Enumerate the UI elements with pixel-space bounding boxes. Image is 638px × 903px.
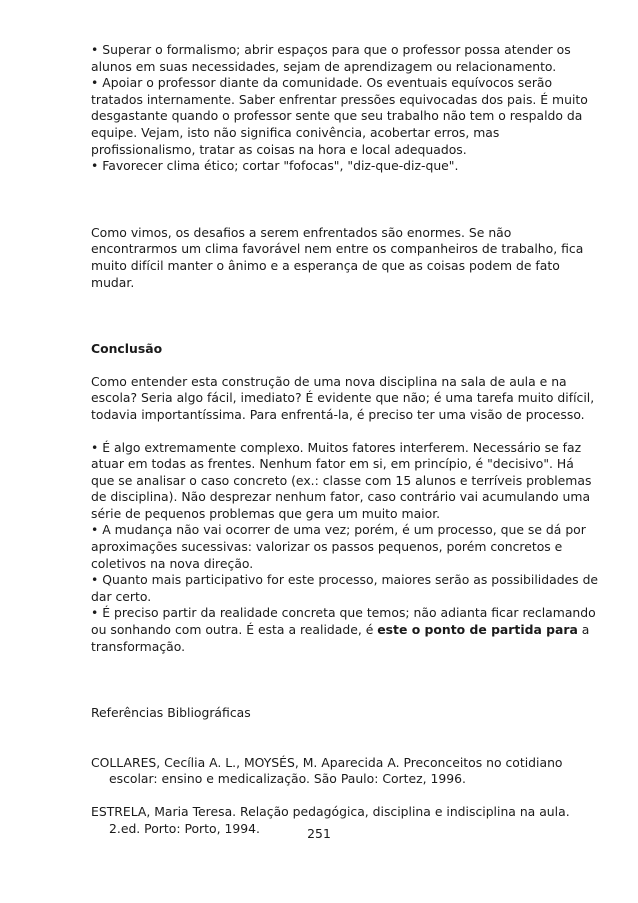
bullet-mudanca: • A mudança não vai ocorrer de uma vez; porém, é um processo, que se dá por aproximações sucessivas: valorizar os passos pequenos, porém concretos e coletivos na nova direção. xyxy=(91,522,586,571)
bullet-participativo: • Quanto mais participativo for este processo, maiores serão as possibilidades de dar certo. xyxy=(91,572,599,604)
reference-collares: COLLARES, Cecília A. L., MOYSÉS, M. Aparecida A. Preconceitos no cotidiano escolar: ensino e medicalização. São Paulo: Cortez, 1996. xyxy=(91,754,563,787)
reference-estrela: ESTRELA, Maria Teresa. Relação pedagógica, disciplina e indisciplina na aula. 2.ed. Porto: Porto, 1994. xyxy=(91,804,570,836)
bullet-realidade-end: a transformação. xyxy=(91,622,590,654)
section-heading-conclusao: Conclusão xyxy=(91,341,163,357)
bullet-realidade-bold: este o ponto de partida para xyxy=(377,622,578,638)
conclusao-paragraph-intro-cont: todavia importantíssima. Para enfrentá-la, é preciso ter uma visão de processo. xyxy=(91,406,585,422)
document-page xyxy=(91,42,601,837)
bullet-superar-formalismo: • Superar o formalismo; abrir espaços para que o professor possa atender os alunos em suas necessidades, sejam de aprendizagem ou relacionamento. xyxy=(91,42,571,74)
bullet-clima-etico: • Favorecer clima ético; cortar "fofocas", "diz-que-diz-que". xyxy=(91,158,459,174)
section-heading-referencias: Referências Bibliográficas xyxy=(91,705,251,721)
page-number: 251 xyxy=(307,826,331,841)
paragraph-desafios: Como vimos, os desafios a serem enfrentados são enormes. Se não encontrarmos um clima favorável nem entre os companheiros de trabalho, fica muito difícil manter o ânimo e a esperança de que as coisas podem de fato mudar. xyxy=(91,224,584,290)
bullet-realidade-start: • É preciso partir da realidade concreta que temos; não adianta ficar reclamando ou sonhando com outra. É esta a realidade, é xyxy=(91,605,596,638)
bullet-apoiar-professor: • Apoiar o professor diante da comunidade. Os eventuais equívocos serão tratados internamente. Saber enfrentar pressões equivocadas dos pais. É muito desgastante quando o professor sente que seu trabalho não tem o respaldo da equipe. Vejam, isto não significa conivência, acobertar erros, mas profissionalismo, tratar as coisas na hora e local adequados. xyxy=(91,75,588,157)
bullet-complexo: • É algo extremamente complexo. Muitos fatores interferem. Necessário se faz atuar em todas as frentes. Nenhum fator em si, em princípio, é "decisivo". Há que se analisar o caso concreto (ex.: classe com 15 alunos e terríveis problemas de disciplina). Não desprezar nenhum fator, caso contrário vai acumulando uma série de pequenos problemas que gera um muito maior. xyxy=(91,439,592,521)
conclusao-paragraph-intro: Como entender esta construção de uma nova disciplina na sala de aula e na escola? Seria algo fácil, imediato? É evidente que não; é uma tarefa muito difícil, xyxy=(91,373,595,406)
bullet-realidade xyxy=(91,605,601,655)
